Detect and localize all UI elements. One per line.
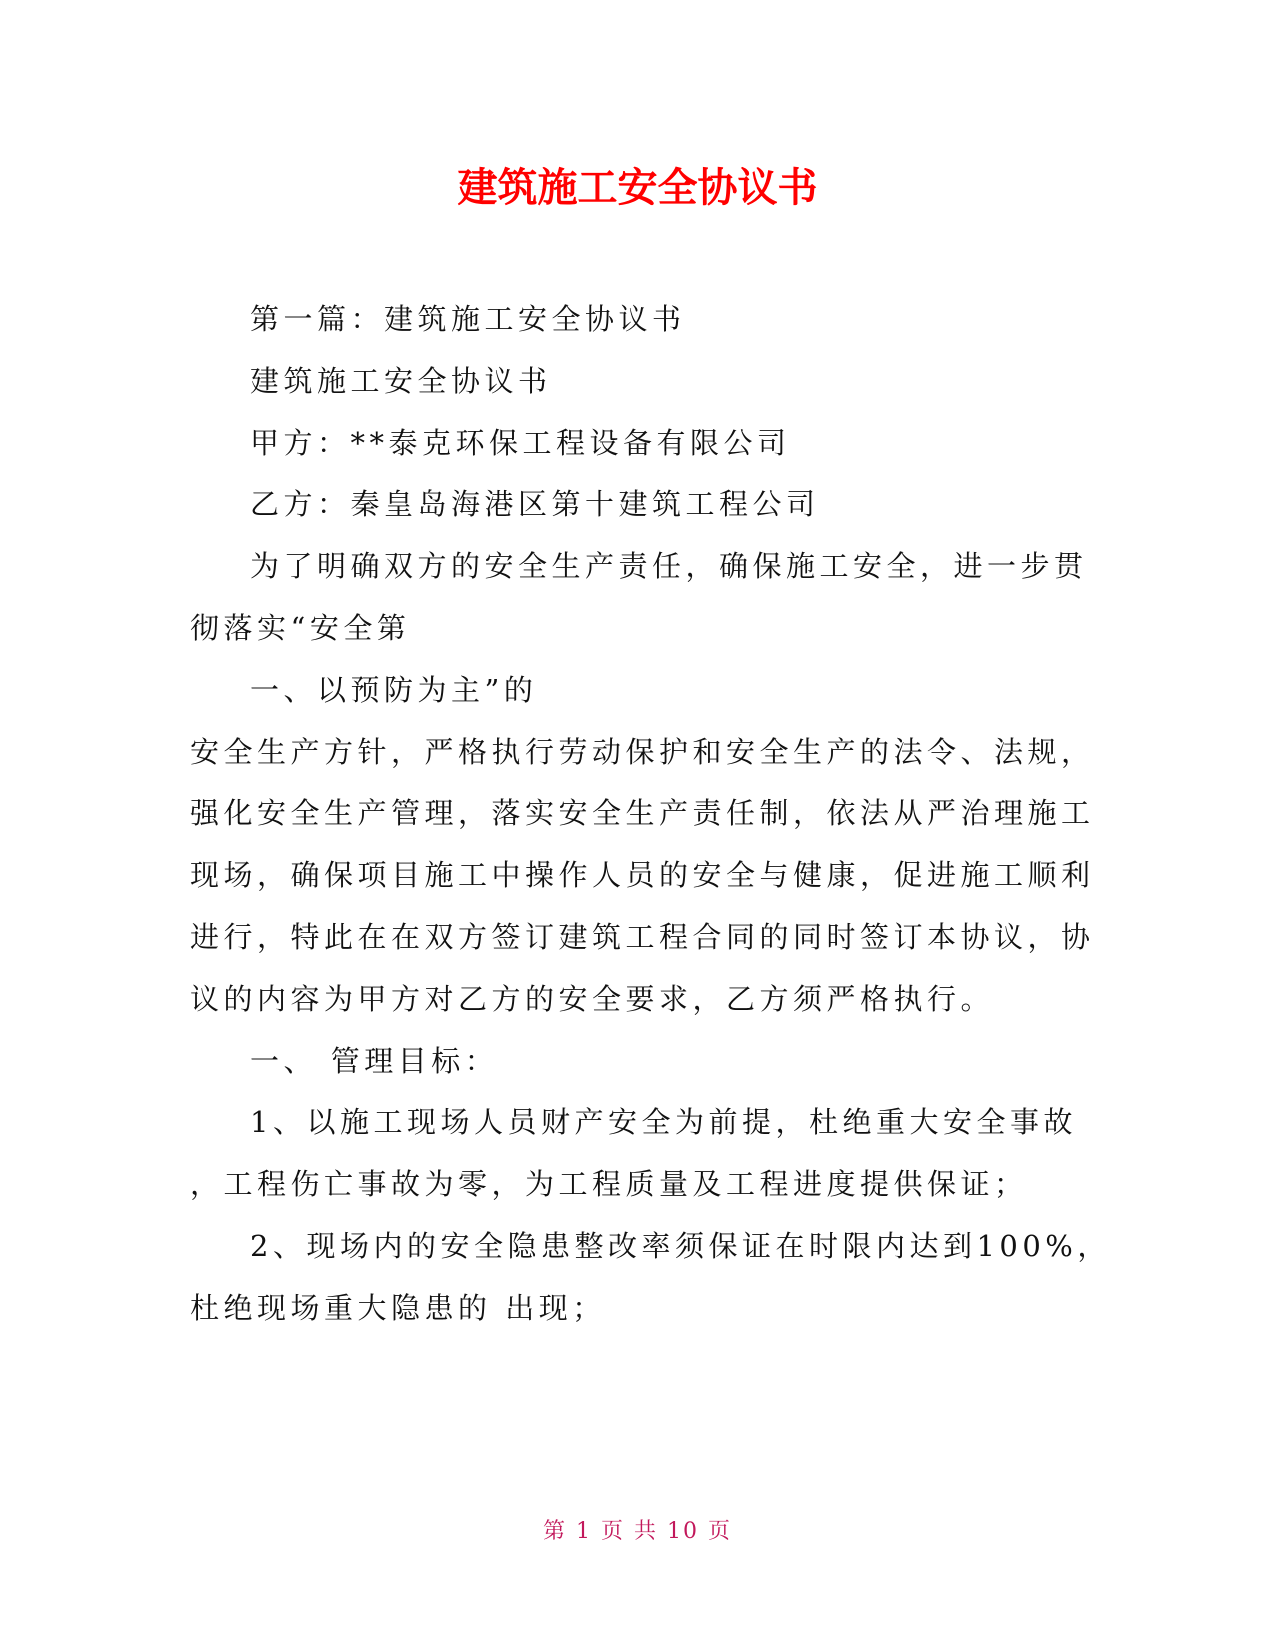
body-line: 彻落实“安全第 bbox=[190, 610, 411, 645]
page-footer: 第 1 页 共 10 页 bbox=[543, 1519, 732, 1544]
body-line: 乙方：秦皇岛海港区第十建筑工程公司 bbox=[250, 487, 820, 522]
body-line: 杜绝现场重大隐患的 出现； bbox=[190, 1290, 606, 1325]
body-line: 议的内容为甲方对乙方的安全要求，乙方须严格执行。 bbox=[190, 981, 995, 1016]
body-line: 安全生产方针，严格执行劳动保护和安全生产的法令、法规， bbox=[190, 734, 1095, 769]
body-line: 为了明确双方的安全生产责任，确保施工安全，进一步贯 bbox=[250, 549, 1088, 584]
body-line: 一、以预防为主”的 bbox=[250, 672, 538, 707]
body-line: 现场，确保项目施工中操作人员的安全与健康，促进施工顺利 bbox=[190, 858, 1095, 893]
body-line: 强化安全生产管理，落实安全生产责任制，依法从严治理施工 bbox=[190, 796, 1095, 831]
body-line: 2、现场内的安全隐患整改率须保证在时限内达到100%， bbox=[250, 1228, 1111, 1263]
body-line: 甲方：**泰克环保工程设备有限公司 bbox=[250, 425, 791, 460]
document-title: 建筑施工安全协议书 bbox=[457, 165, 818, 211]
body-line: 1、以施工现场人员财产安全为前提，杜绝重大安全事故 bbox=[250, 1105, 1077, 1140]
body-line: ，工程伤亡事故为零，为工程质量及工程进度提供保证； bbox=[190, 1167, 1028, 1202]
body-line: 建筑施工安全协议书 bbox=[250, 363, 552, 398]
body-line: 进行，特此在在双方签订建筑工程合同的同时签订本协议，协 bbox=[190, 919, 1095, 954]
document-body bbox=[190, 289, 1111, 1340]
body-line: 第一篇：建筑施工安全协议书 bbox=[250, 302, 686, 336]
section-heading: 一、 管理目标： bbox=[250, 1043, 499, 1078]
